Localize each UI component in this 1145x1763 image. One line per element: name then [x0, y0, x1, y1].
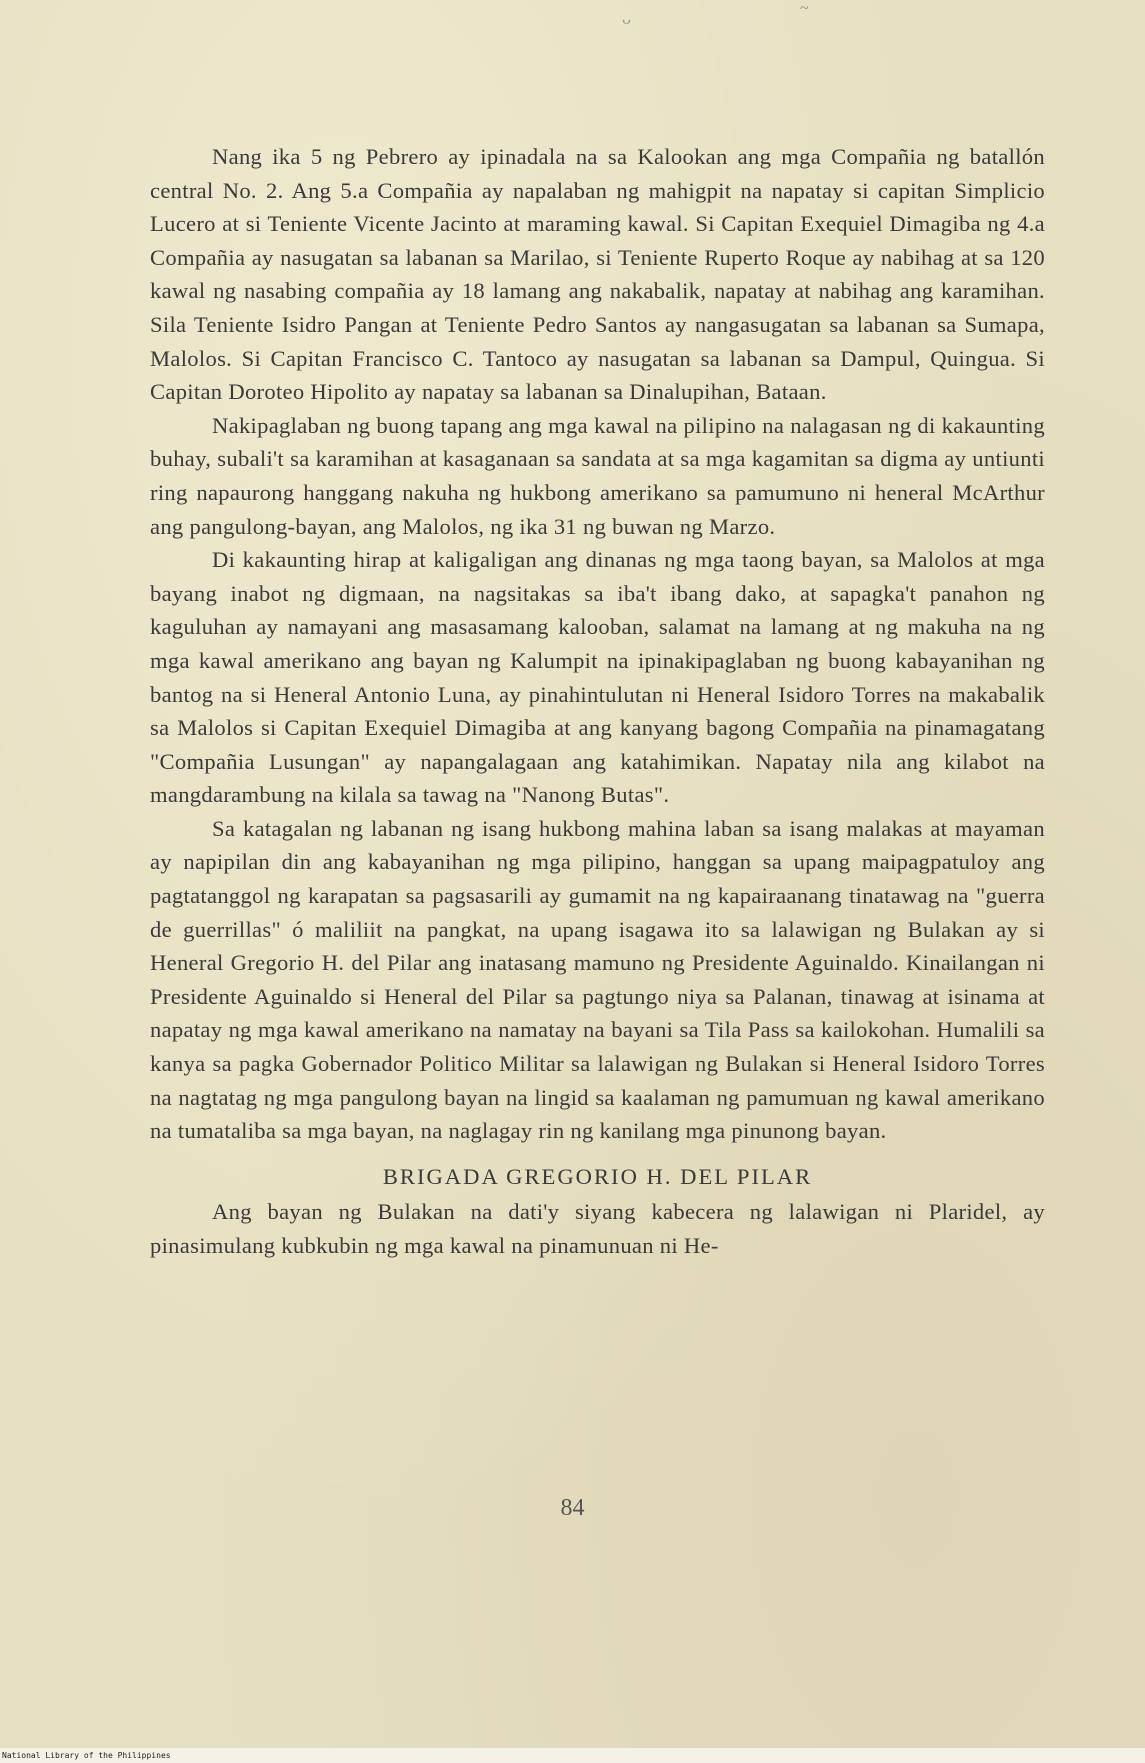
footer-bar	[0, 1748, 1145, 1763]
scan-mark: ~	[800, 0, 809, 17]
paragraph-2: Nakipaglaban ng buong tapang ang mga kawal na pilipino na nalagasan ng di kakaunting buhay, subali't sa karamihan at kasaganaan sa sandata at sa mga kagamitan sa digma ay untiunti ring napaurong hanggang nakuha ng hukbong amerikano sa pamumuno ni heneral McArthur ang pangulong-bayan, ang Malolos, ng ika 31 ng buwan ng Marzo.	[150, 412, 1045, 539]
scan-mark: ᴗ	[622, 8, 631, 28]
paragraph-4: Sa katagalan ng labanan ng isang hukbong mahina laban sa isang malakas at mayaman ay napipilan din ang kabayanihan ng mga pilipino, hanggan sa upang maipagpatuloy ang pagtatanggol ng karapatan sa pagsasarili ay gumamit na ng kapairaanang tinatawag na "guerra de guerrillas" ó maliliit na pangkat, na upang isagawa ito sa lalawigan ng Bulakan ay si Heneral Gregorio H. del Pilar ang inatasang mamuno ng Presidente Aguinaldo. Kinailangan ni Presidente Aguinaldo si Heneral del Pilar sa pagtungo niya sa Palanan, tinawag at isinama at napatay ng mga kawal amerikano na namatay na bayani sa Tila Pass sa kailokohan. Humalili sa kanya sa pagka Gobernador Politico Militar sa lalawigan ng Bulakan si Heneral Isidoro Torres na nagtatag ng mga pangulong bayan na lingid sa kaalaman ng pamumuan ng kawal amerikano na tumataliba sa mga bayan, na naglagay rin ng kanilang mga pinunong bayan.	[150, 815, 1045, 1144]
paragraph-1: Nang ika 5 ng Pebrero ay ipinadala na sa Kalookan ang mga Compañia ng batallón central No. 2. Ang 5.a Compañia ay napalaban ng mahigpit na napatay si capitan Simplicio Lucero at si Teniente Vicente Jacinto at maraming kawal. Si Capitan Exequiel Dimagiba ng 4.a Compañia ay nasugatan sa labanan sa Marilao, si Teniente Ruperto Roque ay nabihag at sa 120 kawal ng nasabing compañia ay 18 lamang ang nakabalik, napatay at nabihag ang karamihan. Sila Teniente Isidro Pangan at Teniente Pedro Santos ay nangasugatan sa labanan sa Sumapa, Malolos. Si Capitan Francisco C. Tantoco ay nasugatan sa labanan sa Dampul, Quingua. Si Capitan Doroteo Hipolito ay napatay sa labanan sa Dinalupihan, Bataan.	[150, 144, 1045, 405]
section-heading: BRIGADA GREGORIO H. DEL PILAR	[382, 1163, 813, 1189]
page-number: 84	[560, 1495, 585, 1521]
paragraph-3: Di kakaunting hirap at kaligaligan ang dinanas ng mga taong bayan, sa Malolos at mga bayang inabot ng digmaan, na nagsitakas sa iba't ibang dako, at sapagka't panahon ng kaguluhan ay namayani ang masasamang kalooban, salamat na lamang at ng makuha na ng mga kawal amerikano ang bayan ng Kalumpit na ipinakipaglaban ng buong kabayanihan ng bantog na si Heneral Antonio Luna, ay pinahintulutan ni Heneral Isidoro Torres na makabalik sa Malolos si Capitan Exequiel Dimagiba at ang kanyang bagong Compañia na pinamagatang "Compañia Lusungan" ay napangalagaan ang katahimikan. Napatay nila ang kilabot na mangdarambung na kilala sa tawag na "Nanong Butas".	[150, 547, 1045, 808]
paragraph-5: Ang bayan ng Bulakan na dati'y siyang kabecera ng lalawigan ni Plaridel, ay pinasimulang kubkubin ng mga kawal na pinamunuan ni He-	[150, 1199, 1045, 1258]
library-watermark: National Library of the Philippines	[2, 1751, 171, 1760]
page-body	[150, 140, 1045, 1263]
